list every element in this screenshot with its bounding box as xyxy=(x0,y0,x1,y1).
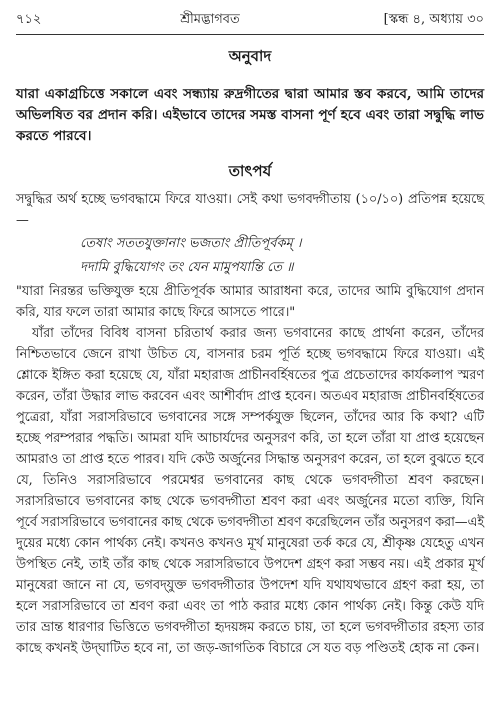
translation-text: যারা একাগ্রচিত্তে সকালে এবং সন্ধ্যায় রুদ্রগীতের দ্বারা আমার স্তব করবে, আমি তাদের অভিলষিত বর প্রদান করি। এইভাবে তাদের সমস্ত বাসনা পূর্ণ হবে এবং তারা সদ্বুদ্ধি লাভ করতে পারবে। xyxy=(16,85,484,144)
translation-heading: অনুবাদ xyxy=(228,47,272,65)
verse-translation-quote: "যারা নিরন্তর ভক্তিযুক্ত হয়ে প্রীতিপূর্বক আমার আরাধনা করে, তাদের আমি বুদ্ধিযোগ প্রদান করি, যার ফলে তারা আমার কাছে ফিরে আসতে পারে।" xyxy=(16,284,484,320)
page xyxy=(16,10,484,659)
verse-line-2: দদামি বুদ্ধিযোগং তং যেন মামুপযান্তি তে ॥ xyxy=(80,260,294,275)
verse-line-1: তেষাং সততযুক্তানাং ভজতাং প্রীতিপূর্বকম্ । xyxy=(80,236,302,251)
page-number: ৭১২ xyxy=(16,12,42,27)
book-title: শ্রীমদ্ভাগবত xyxy=(180,12,240,27)
purport-heading: তাৎপর্য xyxy=(228,162,272,180)
purport-intro: সদ্বুদ্ধির অর্থ হচ্ছে ভগবদ্ধামে ফিরে যাওয়া। সেই কথা ভগবদ্গীতায় (১০/১০) প্রতিপন্ন হয়েছে— xyxy=(16,192,484,228)
chapter-reference: [স্কন্ধ ৪, অধ্যায় ৩০ xyxy=(383,12,484,27)
purport-paragraph: যাঁরা তাঁদের বিবিধ বাসনা চরিতার্থ করার জন্য ভগবানের কাছে প্রার্থনা করেন, তাঁদের নিশ্চিতভাবে জেনে রাখা উচিত যে, বাসনার চরম পূর্তি হচ্ছে ভগবদ্ধামে ফিরে যাওয়া। এই শ্লোকে ইঙ্গিত করা হয়েছে যে, যাঁরা মহারাজ প্রাচীনবর্হিষতের পুত্র প্রচেতাদের কার্যকলাপ স্মরণ করেন, তাঁরা উদ্ধার লাভ করবেন এবং আশীর্বাদ প্রাপ্ত হবেন। অতএব মহারাজ প্রাচীনবর্হিষতের পুত্রেরা, যাঁরা সরাসরিভাবে ভগবানের সঙ্গে সম্পর্কযুক্ত ছিলেন, তাঁদের আর কি কথা? এটি হচ্ছে পরম্পরার পদ্ধতি। আমরা যদি আচার্যদের অনুসরণ করি, তা হলে তাঁরা যা প্রাপ্ত হয়েছেন আমরাও তা প্রাপ্ত হতে পারব। যদি কেউ অর্জুনের সিদ্ধান্ত অনুসরণ করেন, তা হলে বুঝতে হবে যে, তিনিও সরাসরিভাবে পরমেশ্বর ভগবানের কাছ থেকে ভগবদ্গীতা শ্রবণ করছেন। সরাসরিভাবে ভগবানের কাছ থেকে ভগবদ্গীতা শ্রবণ করা এবং অর্জুনের মতো ব্যক্তি, যিনি পূর্বে সরাসরিভাবে ভগবানের কাছ থেকে ভগবদ্গীতা শ্রবণ করেছিলেন তাঁর অনুসরণ করা—এই দুয়ের মধ্যে কোন পার্থক্য নেই। কখনও কখনও মূর্খ মানুষেরা তর্ক করে যে, শ্রীকৃষ্ণ যেহেতু এখন উপস্থিত নেই, তাই তাঁর কাছ থেকে সরাসরিভাবে উপদেশ গ্রহণ করা সম্ভব নয়। এই প্রকার মূর্খ মানুষেরা জানে না যে, ভগবদ্‌যুক্ত ভগবদ্গীতার উপদেশ যদি যথাযথভাবে গ্রহণ করা হয়, তা হলে সরাসরিভাবে তা শ্রবণ করা এবং তা পাঠ করার মধ্যে কোন পার্থক্য নেই। কিন্তু কেউ যদি তার ভ্রান্ত ধারণার ভিত্তিতে ভগবদ্গীতা হৃদয়ঙ্গম করতে চায়, তা হলে ভগবদ্গীতার রহস্য তার কাছে কখনই উদ্‌ঘাটিত হবে না, তা জড়-জাগতিক বিচারে সে যত বড় পণ্ডিতই হোক না কেন। xyxy=(16,326,484,656)
page-header xyxy=(16,10,484,35)
